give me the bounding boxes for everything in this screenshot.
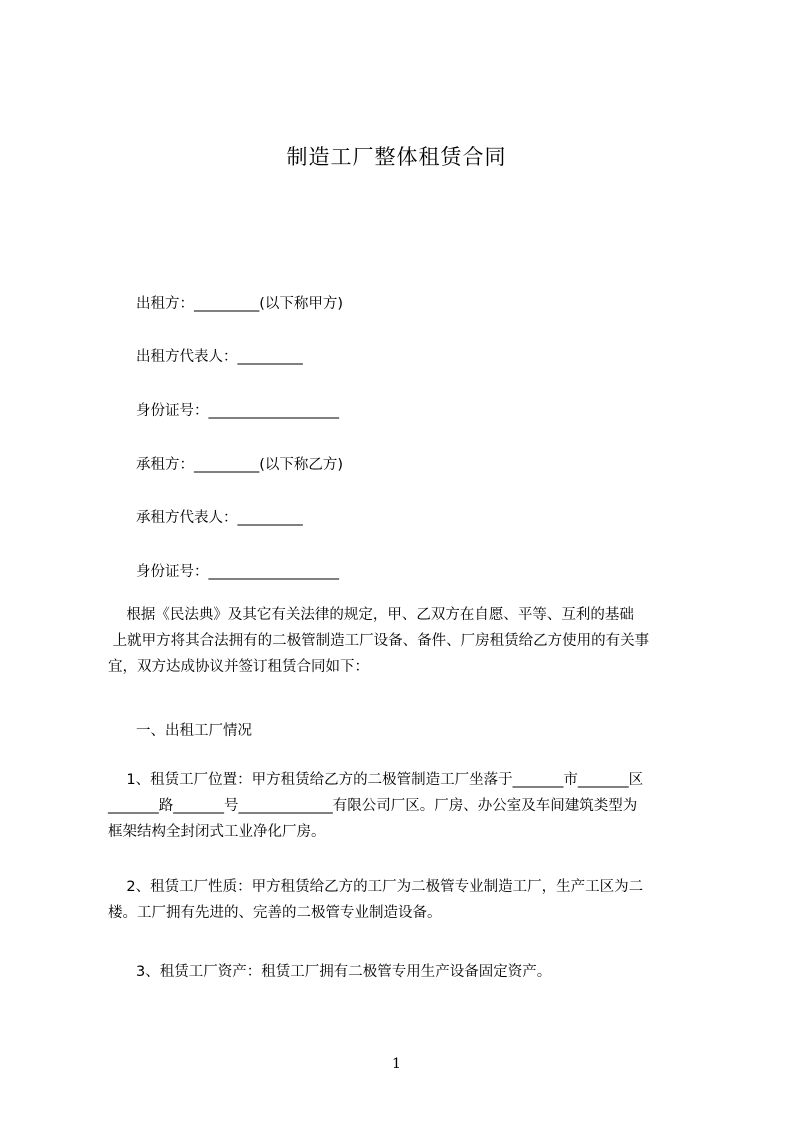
lessee-line: 承租方：_________(以下称乙方) <box>136 457 344 473</box>
clause-line: 1、租赁工厂位置：甲方租赁给乙方的二极管制造工厂坐落于_______市_______区 <box>108 772 644 788</box>
clause-3-line: 3、租赁工厂资产：租赁工厂拥有二极管专用生产设备固定资产。 <box>136 964 552 980</box>
preamble-line: 上就甲方将其合法拥有的二极管制造工厂设备、备件、厂房租赁给乙方使用的有关事 <box>108 633 650 649</box>
clause-line: 框架结构全封闭式工业净化厂房。 <box>108 824 326 840</box>
lessor-representative-line: 出租方代表人：_________ <box>136 349 303 365</box>
lessee-id-line: 身份证号：__________________ <box>136 564 339 580</box>
clause-2-paragraph <box>108 874 708 926</box>
preamble-line: 宜，双方达成协议并签订租赁合同如下： <box>108 659 369 675</box>
page-number: 1 <box>392 1056 401 1072</box>
document-title: 制造工厂整体租赁合同 <box>286 145 507 169</box>
lessor-line: 出租方：_________(以下称甲方) <box>136 296 344 312</box>
lessor-id-line: 身份证号：__________________ <box>136 403 339 419</box>
section-heading: 一、出租工厂情况 <box>136 723 252 739</box>
clause-line: 2、租赁工厂性质：甲方租赁给乙方的工厂为二极管专业制造工厂，生产工区为二 <box>108 879 644 895</box>
clause-1-paragraph <box>108 767 708 845</box>
clause-line: 楼。工厂拥有先进的、完善的二极管专业制造设备。 <box>108 905 442 921</box>
preamble-paragraph <box>108 602 708 680</box>
lessee-representative-line: 承租方代表人：_________ <box>136 510 303 526</box>
preamble-line: 根据《民法典》及其它有关法律的规定，甲、乙双方在自愿、平等、互利的基础 <box>108 607 634 623</box>
clause-line: _______路_______号_____________有限公司厂区。厂房、办公室及车间建筑类型为 <box>108 798 638 814</box>
